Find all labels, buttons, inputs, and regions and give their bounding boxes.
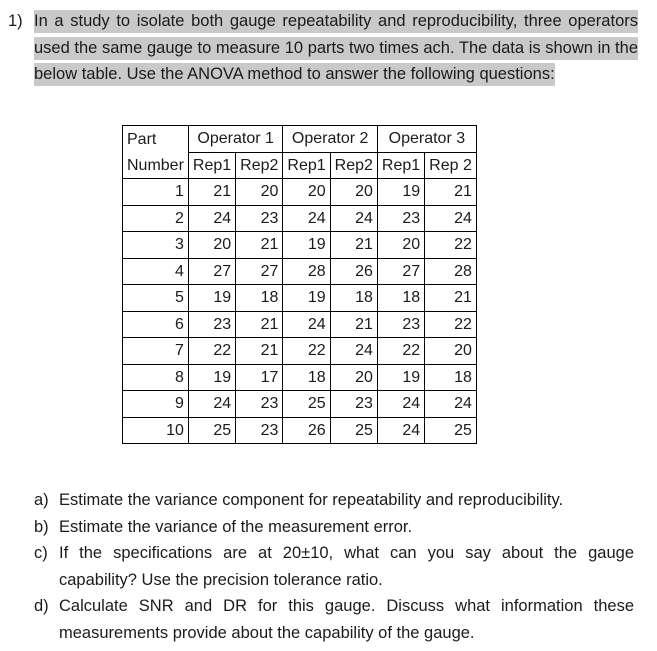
measurement-cell: 21 (425, 179, 477, 206)
measurement-cell: 20 (283, 179, 330, 206)
measurement-cell: 22 (377, 338, 424, 365)
question-a (34, 487, 634, 514)
measurement-cell: 24 (425, 391, 477, 418)
measurement-cell: 24 (330, 205, 377, 232)
measurement-cell: 22 (425, 311, 477, 338)
table-body (123, 179, 477, 444)
header-rep: Rep1 (377, 152, 424, 179)
measurement-cell: 19 (188, 364, 235, 391)
header-operator-3: Operator 3 (377, 126, 476, 153)
header-rep: Rep2 (330, 152, 377, 179)
question-text: Estimate the variance component for repeatability and reproducibility. (59, 491, 564, 509)
table-row (123, 258, 477, 285)
measurement-cell: 28 (425, 258, 477, 285)
measurement-cell: 25 (425, 417, 477, 444)
measurement-cell: 25 (283, 391, 330, 418)
measurement-cell: 24 (425, 205, 477, 232)
table-row (123, 338, 477, 365)
part-number-cell: 9 (123, 391, 189, 418)
measurement-cell: 27 (236, 258, 283, 285)
question-text: Calculate SNR and DR for this gauge. Discuss what information these measurements provide about the capability of the gauge. (59, 597, 634, 642)
question-label: b) (34, 517, 49, 536)
measurement-cell: 21 (330, 311, 377, 338)
measurement-cell: 21 (236, 232, 283, 259)
measurement-cell: 19 (283, 232, 330, 259)
measurement-cell: 21 (188, 179, 235, 206)
measurement-cell: 25 (188, 417, 235, 444)
question-c (34, 540, 634, 593)
header-rep: Rep1 (283, 152, 330, 179)
table-row (123, 391, 477, 418)
measurement-cell: 18 (377, 285, 424, 312)
measurement-cell: 22 (425, 232, 477, 259)
measurement-cell: 18 (236, 285, 283, 312)
measurement-cell: 20 (330, 179, 377, 206)
part-number-cell: 3 (123, 232, 189, 259)
measurement-cell: 18 (330, 285, 377, 312)
part-number-cell: 4 (123, 258, 189, 285)
table-row (123, 205, 477, 232)
table-row (123, 417, 477, 444)
part-number-cell: 2 (123, 205, 189, 232)
header-operator-2: Operator 2 (283, 126, 378, 153)
measurement-cell: 28 (283, 258, 330, 285)
measurement-cell: 24 (283, 205, 330, 232)
header-rep: Rep1 (188, 152, 235, 179)
highlight-block (34, 92, 124, 128)
measurement-cell: 20 (236, 179, 283, 206)
measurement-cell: 21 (330, 232, 377, 259)
measurement-cell: 24 (377, 391, 424, 418)
measurement-cell: 23 (236, 417, 283, 444)
measurement-cell: 25 (330, 417, 377, 444)
measurement-cell: 24 (377, 417, 424, 444)
measurement-cell: 24 (188, 205, 235, 232)
measurement-cell: 27 (377, 258, 424, 285)
table-row (123, 179, 477, 206)
measurement-cell: 20 (425, 338, 477, 365)
question-label: d) (34, 597, 49, 615)
question-label: a) (34, 491, 49, 509)
measurement-cell: 21 (425, 285, 477, 312)
measurement-cell: 19 (283, 285, 330, 312)
part-number-cell: 8 (123, 364, 189, 391)
header-number: Number (123, 152, 189, 179)
measurement-cell: 24 (330, 338, 377, 365)
problem-text: In a study to isolate both gauge repeatability and reproducibility, three operators used the same gauge to measure 10 parts two times ach. The data is shown in the below table. Use the ANOVA method to answer the following questions: (34, 10, 638, 86)
measurement-cell: 24 (283, 311, 330, 338)
measurement-cell: 20 (377, 232, 424, 259)
table-row (123, 311, 477, 338)
measurement-cell: 18 (425, 364, 477, 391)
part-number-cell: 10 (123, 417, 189, 444)
measurement-cell: 23 (377, 205, 424, 232)
problem-number: 1) (8, 12, 23, 30)
part-number-cell: 6 (123, 311, 189, 338)
header-rep: Rep 2 (425, 152, 477, 179)
part-number-cell: 1 (123, 179, 189, 206)
table-row (123, 285, 477, 312)
header-rep: Rep2 (236, 152, 283, 179)
measurement-table (122, 125, 477, 444)
measurement-cell: 23 (188, 311, 235, 338)
measurement-cell: 23 (330, 391, 377, 418)
table-row (123, 364, 477, 391)
table-header-row-operators (123, 126, 477, 153)
measurement-cell: 19 (377, 364, 424, 391)
question-list (34, 487, 634, 646)
measurement-cell: 22 (188, 338, 235, 365)
question-text: If the specifications are at 20±10, what can you say about the gauge capability? Use the precision tolerance ratio. (59, 544, 634, 589)
header-part: Part (123, 126, 189, 153)
question-d (34, 593, 634, 646)
measurement-cell: 22 (283, 338, 330, 365)
measurement-cell: 17 (236, 364, 283, 391)
measurement-cell: 21 (236, 338, 283, 365)
measurement-cell: 23 (236, 391, 283, 418)
measurement-cell: 18 (283, 364, 330, 391)
question-label: c) (34, 544, 48, 562)
measurement-cell: 20 (188, 232, 235, 259)
measurement-cell: 19 (377, 179, 424, 206)
measurement-cell: 24 (188, 391, 235, 418)
measurement-cell: 19 (188, 285, 235, 312)
measurement-cell: 21 (236, 311, 283, 338)
question-text: Estimate the variance of the measurement error. (59, 517, 413, 536)
part-number-cell: 7 (123, 338, 189, 365)
table-row (123, 232, 477, 259)
measurement-cell: 20 (330, 364, 377, 391)
measurement-cell: 27 (188, 258, 235, 285)
question-b (34, 514, 634, 541)
measurement-cell: 23 (377, 311, 424, 338)
measurement-cell: 26 (283, 417, 330, 444)
measurement-cell: 23 (236, 205, 283, 232)
table-header-row-reps (123, 152, 477, 179)
part-number-cell: 5 (123, 285, 189, 312)
measurement-cell: 26 (330, 258, 377, 285)
header-operator-1: Operator 1 (188, 126, 283, 153)
